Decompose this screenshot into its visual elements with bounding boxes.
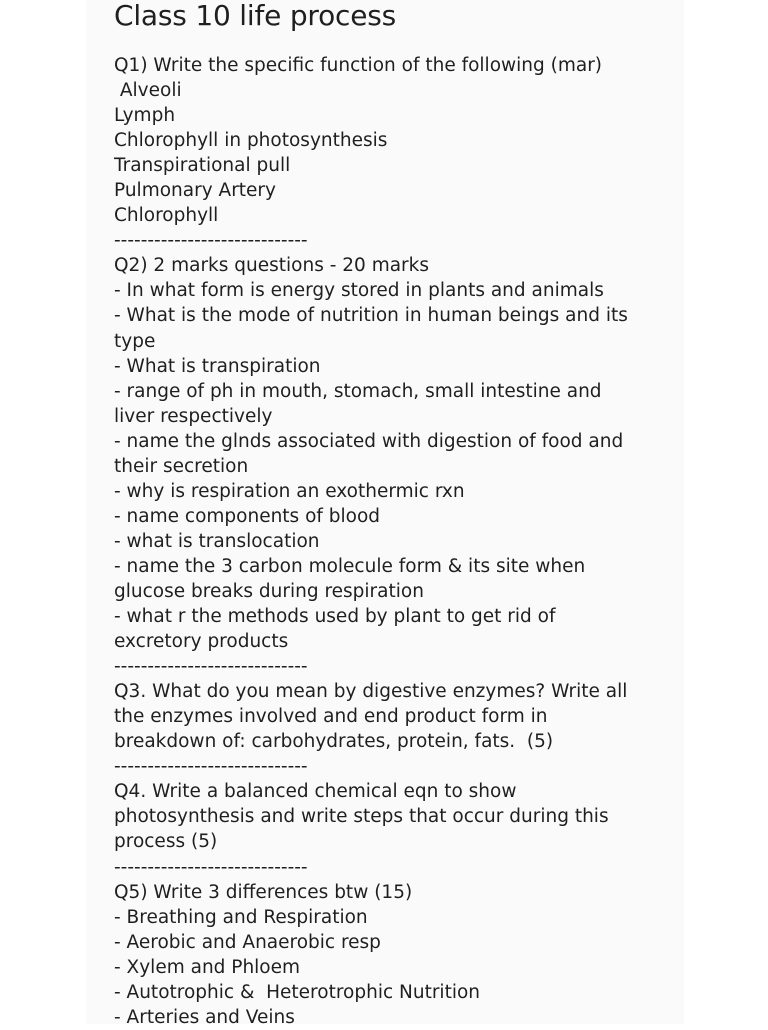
note-line: - What is transpiration (114, 355, 321, 377)
note-line: Q4. Write a balanced chemical eqn to show (114, 781, 517, 803)
note-line: liver respectively (114, 405, 273, 427)
note-line: - why is respiration an exothermic rxn (114, 480, 465, 502)
note-line: - what is translocation (114, 530, 320, 552)
divider-line: ----------------------------- (114, 756, 308, 778)
divider-line: ----------------------------- (114, 856, 308, 878)
note-line: excretory products (114, 631, 289, 653)
note-line: - Arteries and Veins (114, 1006, 295, 1028)
note-line: Q1) Write the specific function of the following (mar) (114, 55, 603, 76)
note-line: Transpirational pull (114, 155, 291, 177)
note-line: - In what form is energy stored in plants and animals (114, 280, 604, 302)
note-line: Q5) Write 3 differences btw (15) (114, 881, 413, 903)
note-line: - what r the methods used by plant to get rid of (114, 606, 556, 628)
note-line: - Breathing and Respiration (114, 906, 368, 928)
note-line: - Xylem and Phloem (114, 956, 301, 978)
divider-line: ----------------------------- (114, 230, 308, 252)
note-line: Q3. What do you mean by digestive enzymes? Write all (114, 681, 628, 703)
note-line: Q2) 2 marks questions - 20 marks (114, 255, 430, 277)
note-line: - name the glnds associated with digestion of food and (114, 430, 624, 452)
note-line: the enzymes involved and end product form in (114, 706, 548, 728)
note-line: breakdown of: carbohydrates, protein, fats. (5) (114, 731, 554, 753)
note-line: - range of ph in mouth, stomach, small intestine and (114, 380, 602, 402)
note-line: - Autotrophic & Heterotrophic Nutrition (114, 981, 481, 1003)
note-content (114, 0, 674, 1030)
note-line: photosynthesis and write steps that occur during this (114, 806, 609, 828)
note-line: process (5) (114, 831, 218, 853)
note-line: Chlorophyll (114, 205, 219, 227)
note-line: Lymph (114, 105, 176, 127)
note-line: - What is the mode of nutrition in human beings and its (114, 305, 628, 327)
note-line: Chlorophyll in photosynthesis (114, 130, 388, 152)
note-body (114, 53, 674, 1030)
divider-line: ----------------------------- (114, 656, 308, 678)
note-line: Pulmonary Artery (114, 180, 276, 202)
note-line: - name components of blood (114, 505, 381, 527)
note-line: - name the 3 carbon molecule form & its site when (114, 555, 586, 577)
note-line: - Aerobic and Anaerobic resp (114, 931, 381, 953)
note-line: glucose breaks during respiration (114, 580, 424, 602)
note-title: Class 10 life process (114, 0, 397, 32)
note-line: their secretion (114, 455, 249, 477)
note-line: Alveoli (114, 80, 182, 102)
note-line: type (114, 330, 156, 352)
